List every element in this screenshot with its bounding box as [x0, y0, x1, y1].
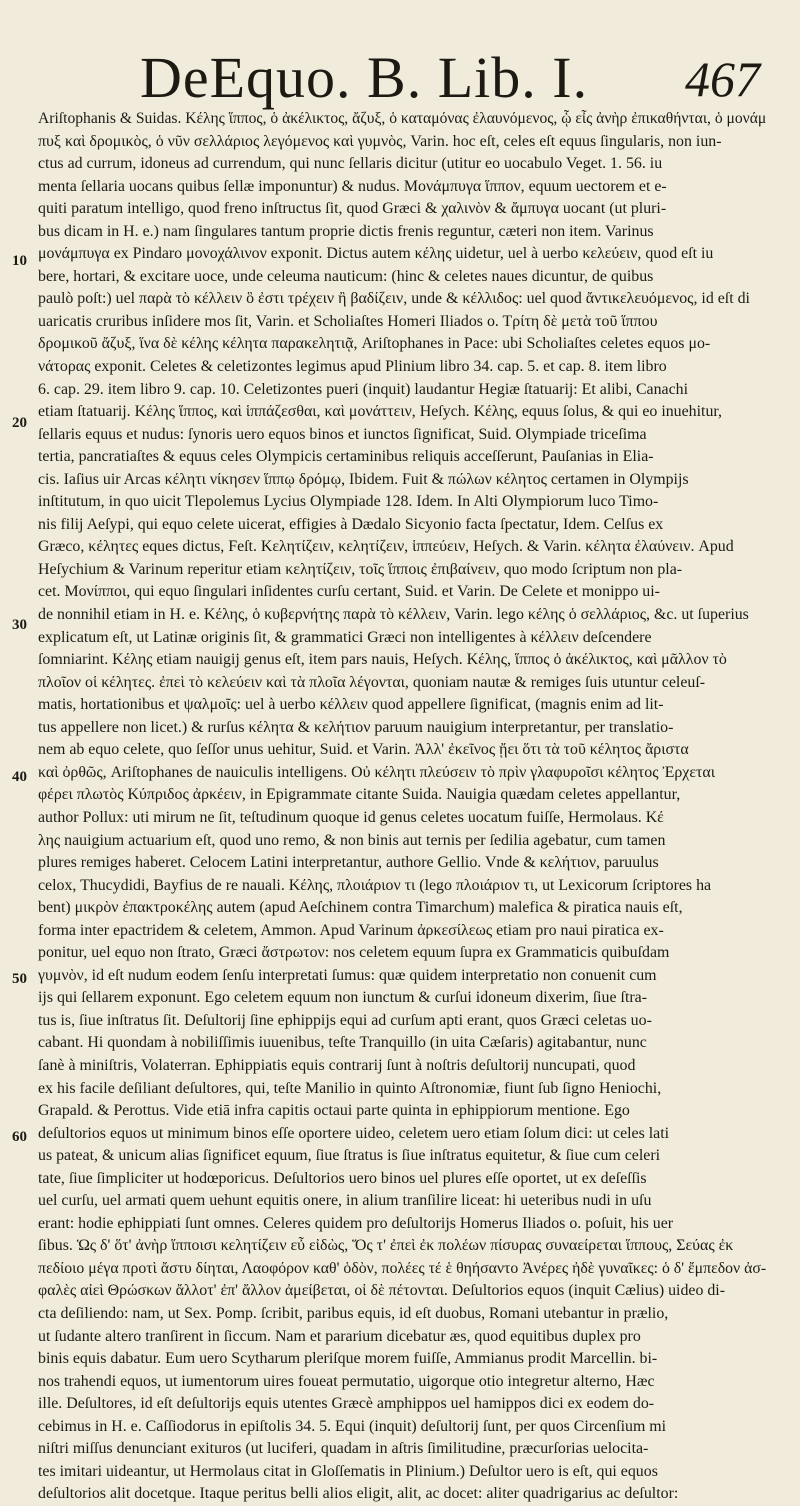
text-line: nis filij Aeſypi, qui equo celete uicerat, effigies à Dædalo Sicyonio facta ſpectatur, Idem. Celſus ex [38, 515, 664, 533]
text-line: de nonnihil etiam in H. e. Κέλης, ὁ κυβερνήτης παρὰ τὸ κέλλειν, Varin. lego κέλης ὁ σελλάριος, &c. ut ſuperius [38, 606, 749, 624]
text-line: bent) μικρὸν ἐπακτροκέλης autem (apud Aeſchinem contra Timarchum) malefica & piratica nauis eſt, [38, 899, 683, 917]
text-line: author Pollux: uti mirum ne ſit, teſtudinum quoque id genus celetes uocatum fuiſſe, Hermolaus. Κέ [38, 808, 664, 826]
text-line: etiam ſtatuarij. Κέλης ἵππος, καὶ ἱππάζεσθαι, καὶ μονάττειν, Heſych. Κέλης, equus ſolus, & qui eo inuehitur, [38, 403, 723, 421]
text-line: cet. Μονίπποι, qui equo ſingulari inſidentes curſu certant, Suid. et Varin. De Celete et monippo ui- [38, 583, 660, 601]
text-line: ponitur, uel equo non ſtrato, Græci ἄστρωτον: nos celetem equum ſupra ex Grammaticis quibuſdam [38, 944, 670, 962]
text-line: nem ab equo celete, quo ſeſſor unus uehitur, Suid. et Varin. Ἀλλ' ἐκεῖνος ᾔει ὅτι τὰ τοῦ κέλητος ἄριστα [38, 741, 689, 759]
text-line: νάτορας exponit. Celetes & celetizontes legimus apud Plinium libro 34. cap. 5. et cap. 8. item libro [38, 358, 667, 376]
text-line: uaricatis cruribus inſidere mos ſit, Varin. et Scholiaſtes Homeri Iliados ο. Τρίτη δὲ μετὰ τοῦ ἵππου [38, 312, 658, 330]
text-line: matis, hortationibus et ψαλμοῖς: uel à uerbo κέλλειν quod appellere ſignificat, (magnis enim ad lit- [38, 696, 664, 714]
line-number: 50 [12, 971, 27, 987]
text-line: forma inter epactridem & celetem, Ammon. Apud Varinum ἀρκεσίλεως etiam pro naui piratica ex- [38, 921, 664, 939]
text-line: cabant. Hi quondam à nobiliſſimis iuuenibus, teſte Tranquillo (in uita Cæſaris) agitabantur, nunc [38, 1034, 647, 1052]
text-line: πεδίοιο μέγα προτὶ ἄστυ δίηται, Λαοφόρον καθ' ὁδὸν, πολέες τέ ἑ θηήσαντο Ἀνέρες ἠδὲ γυναῖκες: ὁ δ' ἔμπεδον ἀσ- [38, 1259, 767, 1277]
text-line: menta ſellaria uocans quibus ſellæ imponuntur) & nudus. Μονάμπυγα ἵππον, equum uectorem et e- [38, 177, 667, 195]
text-line: φέρει πλωτὸς Κύπριδος ἀρκέειν, in Epigrammate citante Suida. Nauigia quædam celetes appellantur, [38, 786, 681, 804]
text-line: cis. Iaſius uir Arcas κέλητι νίκησεν ἵππῳ δρόμῳ, Ibidem. Fuit & πώλων κέλητος certamen in Olympijs [38, 470, 689, 488]
text-line: φαλὲς αἰεὶ Θρώσκων ἄλλοτ' ἐπ' ἄλλον ἀμείβεται, οἱ δὲ πέτονται. Deſultorios equos (inquit Cælius) uideo di- [38, 1282, 726, 1300]
text-line: cta deſiliendo: nam, ut Sex. Pomp. ſcribit, paribus equis, id eſt duobus, Romani utebantur in prælio, [38, 1304, 669, 1322]
text-line: ut ſudante altero tranſirent in ſiccum. Nam et pararium dicebatur æs, quod equitibus duplex pro [38, 1327, 641, 1345]
line-number: 60 [12, 1129, 27, 1145]
text-line: paulò poſt:) uel παρὰ τὸ κέλλειν ὃ ἐστι τρέχειν ἢ βαδίζειν, unde & κέλλιδος: uel quod ἄντικελευόμενος, id eſt di [38, 290, 750, 308]
text-line: celox, Thucydidi, Bayfius de re nauali. Κέλης, πλοιάριον τι (lego πλοιάριον τι, ut Lexicorum ſcriptores ha [38, 876, 712, 894]
text-line: ſibus. Ὡς δ' ὅτ' ἀνὴρ ἵπποισι κελητίζειν εὖ εἰδὼς, Ὅς τ' ἐπεὶ ἐκ πολέων πίσυρας συναείρεται ἵππους, Σεύας ἐκ [38, 1237, 734, 1255]
text-line: uel curſu, uel armati quem uehunt equitis onere, in alium tranſilire liceat: hi ueteribus nudi in uſu [38, 1192, 652, 1210]
text-line: binis equis dabatur. Eum uero Scytharum pleriſque morem fuiſſe, Ammianus prodit Marcellin. bi- [38, 1350, 658, 1368]
text-line: deſultorios equos ut minimum binos eſſe oportere uideo, celetem uero etiam ſolum dici: ut celes lati [38, 1124, 670, 1142]
text-line: Heſychium & Varinum reperitur etiam κελητίζειν, τοῖς ἵπποις ἐπιβαίνειν, quo modo ſcriptum non pla- [38, 560, 683, 578]
text-line: πυξ καὶ δρομικὸς, ὁ νῦν σελλάριος λεγόμενος καὶ γυμνὸς, Varin. hoc eſt, celes eſt equus ſingularis, non iun- [38, 132, 722, 150]
text-line: tertia, pancratiaſtes & equus celes Olympicis certaminibus reliquis acceſſerunt, Pauſanias in Elia- [38, 448, 654, 466]
line-number: 40 [12, 769, 27, 785]
text-line: tes imitari uideantur, ut Hermolaus citat in Gloſſematis in Plinium.) Deſultor uero is eſt, qui equos [38, 1462, 658, 1480]
line-number: 20 [12, 415, 27, 431]
text-line: tus is, ſiue inſtratus ſit. Deſultorij ſine ephippijs equi ad curſum apti erant, quos Græci celetas uo- [38, 1011, 652, 1029]
page-number: 467 [685, 51, 760, 107]
text-line: ex his facile deſiliant deſultores, qui, teſte Manilio in quinto Aſtronomiæ, fiunt ſub ſigno Heniochi, [38, 1079, 662, 1097]
text-line: us pateat, & unicum alias ſignificet equum, ſiue ſtratus is ſiue inſtratus equitetur, & ſiue cum celeri [38, 1147, 661, 1165]
text-line: ſanè à miniſtris, Volaterran. Ephippiatis equis contrarij ſunt à noſtris deſultorij nuncupati, quod [38, 1056, 636, 1074]
line-number: 30 [12, 617, 27, 633]
running-title: DeEquo. B. Lib. I. [140, 45, 589, 110]
text-line: Grapald. & Perottus. Vide etiā infra capitis octaui parte quinta in ephippiorum mentione. Ego [38, 1102, 630, 1120]
text-line: quiti paratum intelligo, quod freno inſtructus ſit, quod Græci & χαλινὸν & ἄμπυγα uocant (ut pluri- [38, 200, 667, 218]
text-line: erant: hodie ephippiati ſunt omnes. Celeres quidem pro deſultorijs Homerus Iliados ο. poſuit, his uer [38, 1214, 674, 1232]
text-line: tate, ſiue ſimpliciter ut hodœporicus. Deſultorios uero binos uel plures eſſe oportet, ut ex deſeſſis [38, 1169, 647, 1187]
running-head [140, 44, 760, 114]
text-line: Græco, κέλητες eques dictus, Feſt. Κελητίζειν, κελητίζειν, ἱππεύειν, Heſych. & Varin. κέλητα ἐλαύνειν. Apud [38, 538, 734, 556]
text-line: δρομικοῦ ἄζυξ, ἵνα δὲ κέλης κέλητα παρακελητιᾷ, Ariſtophanes in Pace: ubi Scholiaſtes celetes equos μο- [38, 335, 711, 353]
text-line: bus dicam in H. e.) nam ſingulares tantum proprie dictis frenis reguntur, cæteri non item. Varinus [38, 222, 654, 240]
text-line: bere, hortari, & excitare uoce, unde celeuma nauticum: (hinc & celetes naues dicuntur, de quibus [38, 267, 654, 285]
text-line: καὶ ὀρθῶς, Ariſtophanes de nauiculis intelligens. Οὐ κέλητι πλεύσειν τὸ πρὶν γλαφυροῖσι κέλητος Ἐρχεται [38, 763, 716, 781]
text-line: ijs qui ſellarem exponunt. Ego celetem equum non iunctum & curſui idoneum dixerim, ſiue ſtra- [38, 989, 647, 1007]
text-line: λης nauigium actuarium eſt, quod uno remo, & non binis aut ternis per ſedilia agebatur, cum tamen [38, 831, 666, 849]
text-line: tus appellere non licet.) & rurſus κέλητα & κελήτιον paruum nauigium interpretantur, per translatio- [38, 718, 674, 736]
text-line: πλοῖον οἱ κέλητες. ἐπεὶ τὸ κελεύειν καὶ τὰ πλοῖα λέγονται, quoniam nautæ & remiges ſuis utuntur celeuſ- [38, 673, 706, 691]
text-line: cebimus in H. e. Caſſiodorus in epiſtolis 34. 5. Equi (inquit) deſultorij ſunt, per quos Circenſium mi [38, 1417, 667, 1435]
text-line: ſomniarint. Κέλης etiam nauigij genus eſt, item pars nauis, Heſych. Κέλης, ἵππος ὁ ἀκέλικτος, καὶ μᾶλλον τὸ [38, 651, 727, 669]
text-line: ſellaris equus et nudus: ſynoris uero equos binos et iunctos ſignificat, Suid. Olympiade triceſima [38, 425, 647, 443]
text-line: explicatum eſt, ut Latinæ originis ſit, & grammatici Græci non intelligentes à κέλλειν deſcendere [38, 628, 652, 646]
text-line: 6. cap. 29. item libro 9. cap. 10. Celetizontes pueri (inquit) laudantur Hegiæ ſtatuarij: Et alibi, Canachi [38, 380, 689, 398]
text-line: inſtitutum, in quo uicit Tlepolemus Lycius Olympiade 128. Idem. In Alti Olympiorum luco Timo- [38, 493, 659, 511]
text-line: ille. Deſultores, id eſt deſultorijs equis utentes Græcè amphippos uel hamippos dici ex eodem do- [38, 1395, 655, 1413]
text-line: nos trahendi equos, ut iumentorum uires foueat permutatio, uigorque otio integretur alterno, Hæc [38, 1372, 655, 1390]
text-line: plures remiges haberet. Celocem Latini interpretantur, authore Gellio. Vnde & κελήτιον, paruulus [38, 854, 659, 872]
text-line: deſultorios alit docetque. Itaque peritus belli alios eligit, alit, ac docet: aliter quadrigarius ac deſultor: [38, 1485, 679, 1503]
text-block [38, 108, 766, 1506]
text-line: μονάμπυγα ex Pindaro μονοχάλινον exponit. Dictus autem κέλης uidetur, uel à uerbo κελεύειν, quod eſt iu [38, 245, 714, 263]
text-line: γυμνὸν, id eſt nudum eodem ſenſu interpretati ſumus: quæ quidem interpretatio non conuenit cum [38, 966, 657, 984]
text-line: niſtri miſſus denunciant exituros (ut luciferi, quadam in aſtris ſimilitudine, præcurſorias uelocita- [38, 1440, 649, 1458]
text-line: Ariſtophanis & Suidas. Κέλης ἵππος, ὁ ἀκέλικτος, ἄζυξ, ὁ καταμόνας ἐλαυνόμενος, ᾧ εἶς ἀνὴρ ἐπικαθήνται, ὁ μονάμ [38, 110, 767, 127]
line-number: 10 [12, 253, 27, 269]
text-line: ctus ad currum, idoneus ad currendum, qui nunc ſellaris dicitur (utitur eo uocabulo Veget. 1. 56. iu [38, 155, 663, 173]
